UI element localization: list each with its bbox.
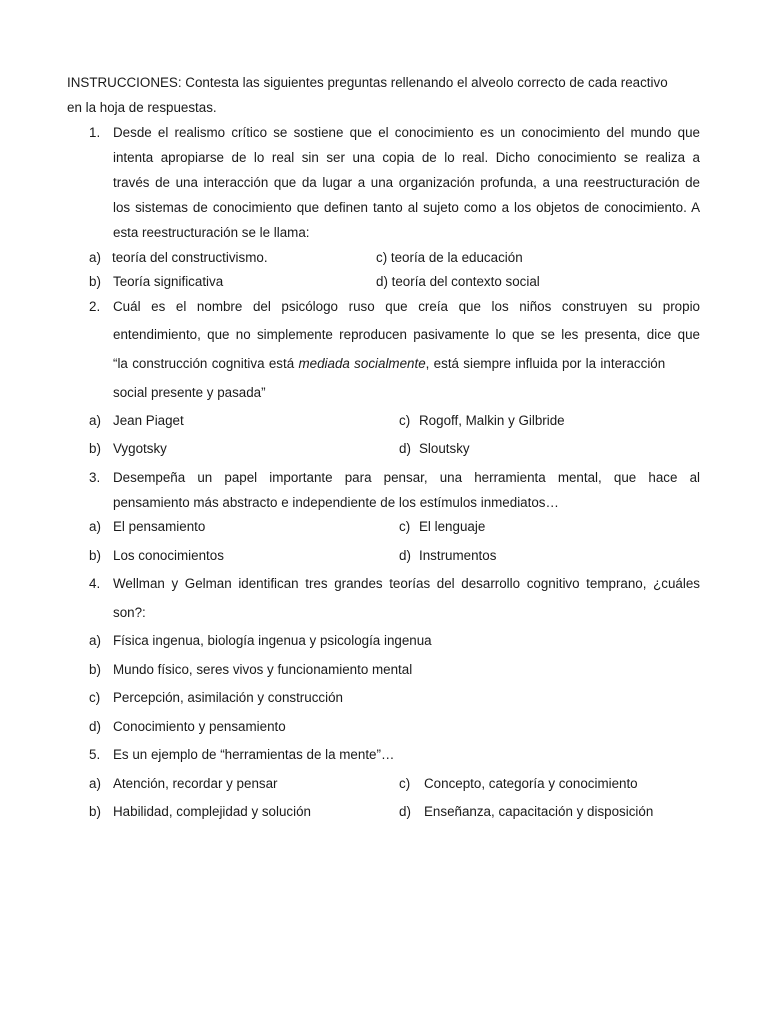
- question-2-emphasis: mediada socialmente: [298, 356, 426, 371]
- question-4-number: 4.: [89, 576, 101, 591]
- q2-option-c: Rogoff, Malkin y Gilbride: [419, 413, 565, 428]
- question-5-line-1: Es un ejemplo de “herramientas de la mente”…: [113, 747, 395, 762]
- instructions-line-1: INSTRUCCIONES: Contesta las siguientes preguntas rellenando el alveolo correcto de cada reactivo: [67, 75, 668, 90]
- q5-option-d: Enseñanza, capacitación y disposición: [424, 804, 654, 819]
- question-2-line-1: Cuál es el nombre del psicólogo ruso que creía que los niños construyen su propio: [113, 299, 700, 314]
- q1-option-b-letter: b): [89, 274, 101, 289]
- q4-option-a-letter: a): [89, 633, 101, 648]
- question-1-line-1: Desde el realismo crítico se sostiene que el conocimiento es un conocimiento del mundo que: [113, 125, 700, 140]
- q3-option-a-letter: a): [89, 519, 101, 534]
- q2-option-a: Jean Piaget: [113, 413, 184, 428]
- q3-option-c-letter: c): [399, 519, 411, 534]
- question-1-number: 1.: [89, 125, 101, 140]
- q1-option-a-letter: a): [89, 250, 101, 265]
- q4-option-d: Conocimiento y pensamiento: [113, 719, 286, 734]
- q3-option-c: El lenguaje: [419, 519, 486, 534]
- q2-option-c-letter: c): [399, 413, 411, 428]
- question-3-line-1: Desempeña un papel importante para pensar, una herramienta mental, que hace al: [113, 470, 700, 485]
- q5-option-a-letter: a): [89, 776, 101, 791]
- q5-option-b-letter: b): [89, 804, 101, 819]
- q4-option-d-letter: d): [89, 719, 101, 734]
- q2-option-d: Sloutsky: [419, 441, 470, 456]
- q5-option-a: Atención, recordar y pensar: [113, 776, 278, 791]
- q4-option-b-letter: b): [89, 662, 101, 677]
- q2-option-b: Vygotsky: [113, 441, 167, 456]
- q1-option-c: c) teoría de la educación: [376, 250, 523, 265]
- q4-option-b: Mundo físico, seres vivos y funcionamiento mental: [113, 662, 413, 677]
- q4-option-c-letter: c): [89, 690, 101, 705]
- question-2-line-2: entendimiento, que no simplemente reproducen pasivamente lo que se les presenta, dice que: [113, 327, 700, 342]
- q3-option-d-letter: d): [399, 548, 411, 563]
- question-2-number: 2.: [89, 299, 101, 314]
- q5-option-c-letter: c): [399, 776, 411, 791]
- question-3-number: 3.: [89, 470, 101, 485]
- question-4-line-2: son?:: [113, 605, 146, 620]
- q2-option-a-letter: a): [89, 413, 101, 428]
- q1-option-a: teoría del constructivismo.: [112, 250, 268, 265]
- q3-option-d: Instrumentos: [419, 548, 497, 563]
- question-1-line-2: intenta apropiarse de lo real sin ser una copia de lo real. Dicho conocimiento se realiza a: [113, 150, 700, 165]
- q4-option-a: Física ingenua, biología ingenua y psicología ingenua: [113, 633, 432, 648]
- question-1-line-5: esta reestructuración se le llama:: [113, 225, 310, 240]
- q3-option-b: Los conocimientos: [113, 548, 224, 563]
- q2-option-b-letter: b): [89, 441, 101, 456]
- instructions-line-2: en la hoja de respuestas.: [67, 100, 217, 115]
- question-3-line-2: pensamiento más abstracto e independiente de los estímulos inmediatos…: [113, 495, 559, 510]
- question-2-line-4: social presente y pasada”: [113, 385, 266, 400]
- q5-option-b: Habilidad, complejidad y solución: [113, 804, 311, 819]
- q1-option-b: Teoría significativa: [113, 274, 224, 289]
- q5-option-d-letter: d): [399, 804, 411, 819]
- question-5-number: 5.: [89, 747, 101, 762]
- q1-option-d: d) teoría del contexto social: [376, 274, 540, 289]
- question-1-line-3: través de una interacción que da lugar a una organización profunda, a una reestructuración de: [113, 175, 700, 190]
- question-2-line-3-start: “la construcción cognitiva está: [113, 356, 299, 371]
- question-2-line-3: [113, 356, 700, 372]
- q3-option-b-letter: b): [89, 548, 101, 563]
- q4-option-c: Percepción, asimilación y construcción: [113, 690, 343, 705]
- question-4-line-1: Wellman y Gelman identifican tres grandes teorías del desarrollo cognitivo temprano, ¿cuáles: [113, 576, 700, 591]
- q3-option-a: El pensamiento: [113, 519, 206, 534]
- q5-option-c: Concepto, categoría y conocimiento: [424, 776, 638, 791]
- q2-option-d-letter: d): [399, 441, 411, 456]
- question-1-line-4: los sistemas de conocimiento que definen tanto al sujeto como a los objetos de conocimiento. A: [113, 200, 700, 215]
- question-2-line-3-end: , está siempre influida por la interacción: [425, 356, 666, 371]
